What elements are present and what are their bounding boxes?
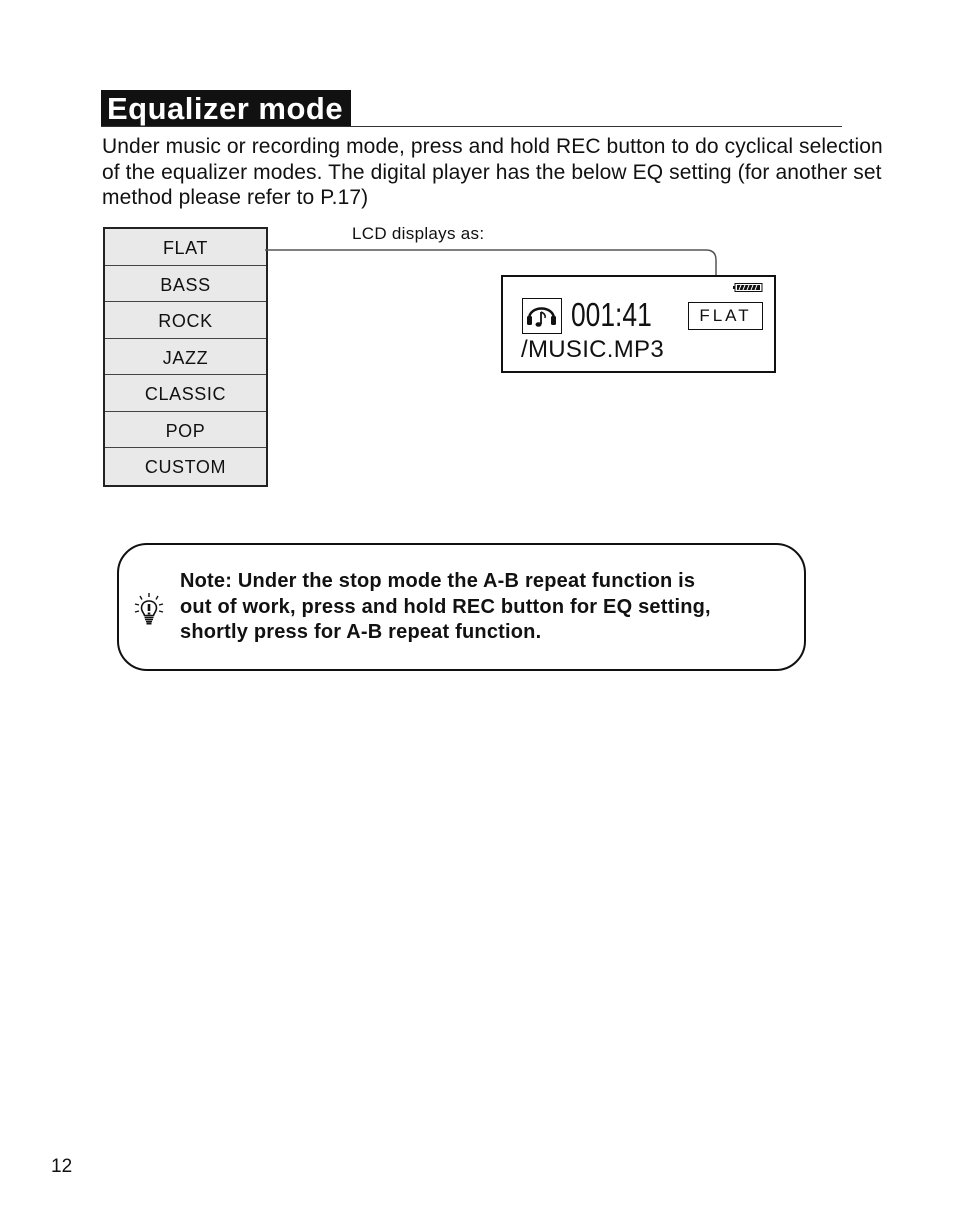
note-line: Note: Under the stop mode the A-B repeat function is	[180, 570, 696, 592]
lcd-eq-mode: FLAT	[688, 302, 763, 330]
eq-mode-bass: BASS	[105, 266, 266, 303]
lcd-caption: LCD displays as:	[352, 224, 485, 243]
battery-icon	[733, 283, 763, 292]
lcd-filename: /MUSIC.MP3	[521, 336, 665, 363]
eq-mode-rock: ROCK	[105, 302, 266, 339]
eq-mode-classic: CLASSIC	[105, 375, 266, 412]
eq-mode-flat: FLAT	[105, 229, 266, 266]
note-line: shortly press for A-B repeat function.	[180, 621, 542, 643]
section-title: Equalizer mode	[101, 90, 351, 127]
eq-mode-pop: POP	[105, 412, 266, 449]
eq-mode-jazz: JAZZ	[105, 339, 266, 376]
note-box	[117, 543, 806, 671]
eq-mode-custom: CUSTOM	[144, 457, 227, 477]
headphone-music-icon	[522, 298, 562, 334]
connector-line	[0, 0, 954, 400]
lcd-time: 001:41	[571, 296, 652, 333]
intro-paragraph: Under music or recording mode, press and hold REC button to do cyclical selection of the equalizer modes. The digital player has the below EQ setting (for another set method please refer to P.17)	[102, 135, 883, 209]
note-text	[180, 569, 810, 646]
lightbulb-icon	[133, 592, 165, 628]
note-line: out of work, press and hold REC button for EQ setting,	[180, 595, 711, 618]
page-number: 12	[51, 1156, 73, 1177]
lcd-display	[501, 275, 776, 373]
